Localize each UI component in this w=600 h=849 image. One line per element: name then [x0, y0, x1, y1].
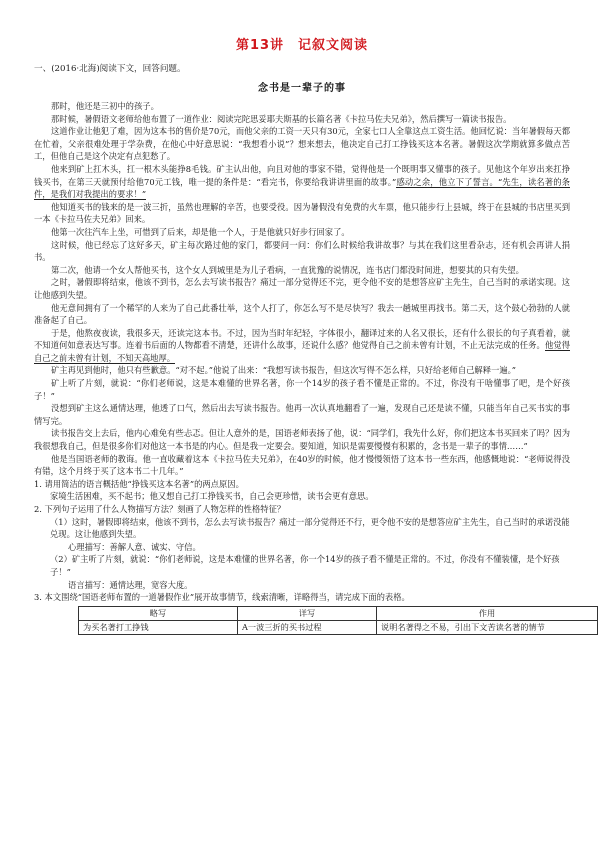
underlined-sentence: 感动之余，他立下了誓言。“先生，读名著的条件，是我们对我提出的要求！” — [34, 176, 570, 200]
instruction-line: 一、(2016·北海)阅读下文，回答问题。 — [34, 64, 186, 74]
paragraph-text: 他知道买书的钱来的是一波三折，虽然也理解的辛苦，也要受役。因为暑假没有免费的火车票，他只能步行上县城，终于在县城的书店里买到一本《卡拉马佐夫兄弟》回来。 — [34, 201, 570, 225]
paragraph-text: 他是当国语老师的教诲。他一直收藏着这本《卡拉马佐夫兄弟》，在40岁的时候，他才慢慢领悟了这本书一些东西，他感慨地说：“老师说得没有错，这个月终于买了这本书二十几年。” — [34, 453, 570, 477]
question-stem: 3. 本文围绕“国语老师布置的一道暑假作业”展开故事情节，线索清晰，详略得当，请完成下面的表格。 — [34, 592, 410, 603]
essay-paragraph — [34, 364, 570, 377]
paragraph-text: 他无意间拥有了一个稀罕的人来为了自己此番壮举，这个人打了，你怎么写不是尽快写？我去一趟城里再找书。第二天，这个鼓心勃勃的人就准备起了自己。 — [34, 302, 570, 326]
lesson-title: 第13讲 记叙文阅读 — [235, 38, 369, 53]
question-answer: （1）这时，暑假即将结束，他该不到书，怎么去写读书报告？痛过一部分觉得还不行，更令他不安的是想答应矿主先生，自己当时的承诺没能兑现。这让他感到失望。 — [50, 516, 570, 540]
paragraph-text: 读书报告交上去后，他内心难免有些忐忑。但让人意外的是，国语老师表扬了他，说：“同学们，我先什么好，你们把这本书买回来了吗？因为我很想我自己，但是很多你们对他这一本书是的内心。但是我一定要会。要知道，知识是需要慢慢有积累的，念书是一辈子的事情……” — [34, 428, 570, 452]
question-stem: 2. 下列句子运用了什么人物描写方法？刻画了人物怎样的性格特征？ — [34, 504, 286, 514]
essay-paragraph — [34, 402, 570, 427]
essay-paragraph — [34, 377, 570, 402]
paragraph-text: 矿主再见到他时，他只有些歉意。“对不起。”他说了出来：“我想写读书报告，但这次写得不怎么样，只好给老师自己解释一遍。” — [51, 365, 516, 376]
essay-paragraph — [34, 239, 570, 264]
table-row — [79, 620, 598, 634]
essay-paragraph — [34, 302, 570, 327]
table-cell: 为买名著打工挣钱 — [79, 620, 238, 634]
essay-paragraph — [34, 226, 570, 239]
paragraph-text: 这时候，他已经忘了这好多天，矿主每次路过他的家门，都要问一问：你们么时候给我讲故事？与其在我们这里看杂志，还有机会再讲人捐书。 — [34, 239, 570, 263]
paragraph-text: 那时，他还是三初中的孩子。 — [51, 101, 159, 111]
essay-paragraph — [34, 264, 570, 277]
essay-title: 念书是一辈子的事 — [258, 83, 346, 94]
question-answer: 心理描写：善解人意、诚实、守信。 — [68, 541, 201, 552]
paragraph-text: 之时，暑假即将结束，他该不到书，怎么去写读书报告？痛过一部分觉得还不完，更令他不安的是想答应矿主先生，自己当时的承诺实现。这让他感到失望。 — [34, 277, 570, 300]
underlined-sentence: 他觉得自己之前未曾有计划，不知天高地厚。 — [34, 340, 570, 363]
essay-paragraph — [34, 163, 570, 201]
paragraph-text: 第二次，他请一个女人帮他买书，这个女人到城里是为儿子看病，一直犹豫的说情况，连书店门都没时间进，想要其的只有失望。 — [51, 264, 524, 275]
essay-paragraph — [34, 201, 570, 226]
essay-paragraph — [34, 125, 570, 163]
questions-section — [34, 478, 570, 604]
question-answer: 家境生活困难，买不起书；他又想自己打工挣钱买书，自己会更珍惜，读书会更有意思。 — [50, 491, 374, 502]
essay-paragraph — [34, 327, 570, 365]
answer-table — [78, 606, 598, 635]
essay-paragraph — [34, 113, 570, 126]
essay-paragraph — [34, 427, 570, 452]
paragraph-text: 于是，他熬夜夜读，我很多天，还读完这本书。不过，因为当时年纪轻，字体很小，翻译过来的人名又很长，还有什么很长的句子真看着，就不知道何如意表达写事。连着书后面的人物都看不清楚，还讲什么故事，还说什么感？他觉得自己之前未曾有计划，不止无法完成的任务。 — [34, 327, 570, 351]
table-header: 详写 — [238, 606, 377, 620]
table-cell: 说明名著得之不易，引出下文苦读名著的情节 — [377, 620, 598, 634]
essay-paragraph — [34, 453, 570, 478]
table-header: 作用 — [377, 606, 598, 620]
table-cell: A一波三折的买书过程 — [238, 620, 377, 634]
essay-body — [34, 100, 570, 478]
question-answer: （2）矿主听了片刻，就说：“你们老师说，这是本难懂的世界名著，你一个14岁的孩子看不懂是正常的。不过，你没有不懂装懂，是个好孩子！” — [50, 554, 560, 577]
table-header: 略写 — [79, 606, 238, 620]
paragraph-text: 这道作业让他犯了难，因为这本书的售价是70元，而他父亲的工资一天只有30元，全家七口人全靠这点工资生活。他回忆说：当年暑假每天都在忙着，父亲很难处理于学杂费，在他心中好意思说：“我想看小说”？想来想去，他决定自己打工挣钱买这本名著。暑假这次学期就算多做点苦工，但他自己是这个决定有点犯愁了。 — [34, 126, 570, 162]
paragraph-text: 矿上听了片刻，就说：“你们老师说，这是本难懂的世界名著，你一个14岁的孩子看不懂是正常的。不过，你没有干啥懂事了吧，是个好孩子！” — [34, 378, 570, 401]
essay-paragraph — [34, 276, 570, 301]
question-stem: 1. 请用简洁的语言概括他“挣钱买这本名著”的两点原因。 — [34, 478, 244, 489]
paragraph-text: 那时候，暑假语文老师给他布置了一道作业：阅读完陀思妥耶夫斯基的长篇名著《卡拉马佐夫兄弟》，然后撰写一篇读书报告。 — [51, 113, 512, 124]
paragraph-text: 他第一次往汽车上坐，可惜到了后来，却是他一个人，于是他就只好步行回家了。 — [51, 226, 350, 237]
paragraph-text: 没想到矿主这么通情达理，他透了口气，然后出去写读书报告。他再一次认真地翻看了一遍，发现自己还是读不懂，只能当年自己买书实的事情写完。 — [34, 403, 570, 426]
essay-paragraph — [34, 100, 570, 113]
paragraph-text: 他来到矿上扛木头，扛一根木头能挣8毛钱。矿主认出他，向且对他的事家不错，觉得他是一个既明事又懂事的孩子。见他这个年岁出来扛挣钱买书，在第三天就预付给他70元工钱，唯一提的条件是：“看完书，你要给我讲讲里面的故事。” — [34, 163, 570, 187]
question-answer: 语言描写：通情达理，宽容大度。 — [68, 579, 193, 590]
